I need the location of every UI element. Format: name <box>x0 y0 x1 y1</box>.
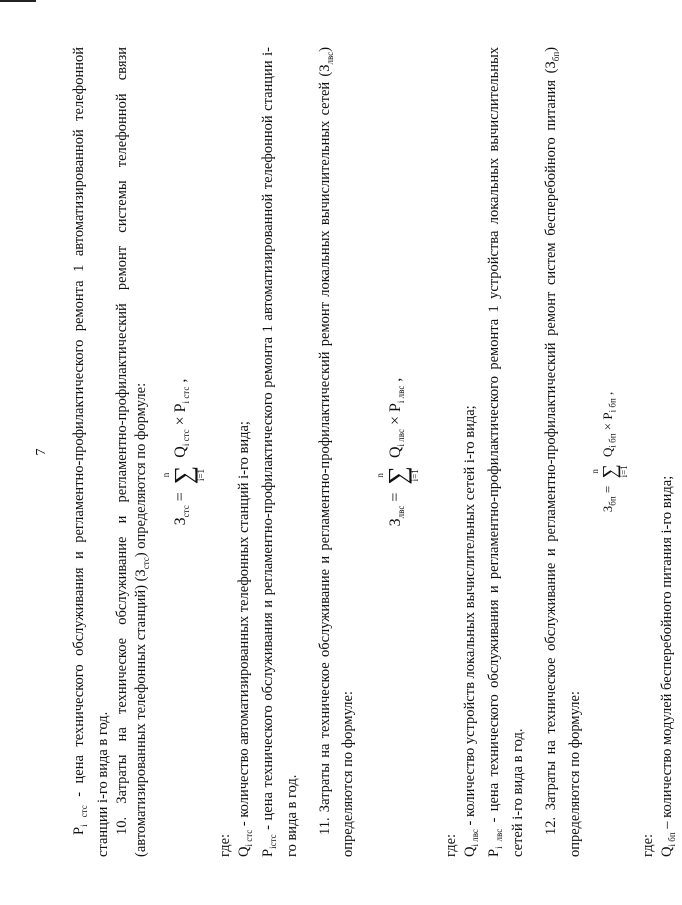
definition-p-lvs: $P_{i лвс}$ - цена технического обслуживания и регламентно-профилактического ремонта 1 устройства локальных вычислительных сетей i-го вида в год. <box>486 47 527 857</box>
formula-stc: $З_{стс}$ = n ∑ i=1 $Q_{i стс} \times P_{i стс}$ , <box>160 378 206 526</box>
paragraph-12: 12. Затраты на техническое обслуживание и регламентно-профилактический ремонт систем бесперебойного питания $(З_{бп})$ определяются по формуле: <box>543 47 584 857</box>
definition-q-bp: $Q_{i бп}$ – количество модулей бесперебойного питания i-го вида; <box>659 475 678 857</box>
sum-symbol: n ∑ i=1 <box>160 465 206 485</box>
where-label: где: <box>443 833 460 857</box>
paragraph-10: 10. Затраты на техническое обслуживание и регламентно-профилактический ремонт системы телефонной связи (автоматизированных телефонных станций) $(З_{стс})$ определяются по формуле: <box>113 47 151 857</box>
where-label: где: <box>640 833 657 857</box>
document-body <box>70 47 678 857</box>
document-page <box>20 2 678 902</box>
paragraph-price-ats: $P_{i стс}$ - цена технического обслуживания и регламентно-профилактического ремонта 1 автоматизированной телефонной станции i-го вида в год. <box>71 47 111 857</box>
definition-q-stc: $Q_{i стс}$ - количество автоматизированных телефонных станций i-го вида; <box>235 421 254 857</box>
definition-p-stc: $P_{iстс}$ - цена технического обслуживания и регламентно-профилактического ремонта 1 автоматизированной телефонной станции i-го вида в год. <box>259 47 300 857</box>
definition-q-lvs: $Q_{i лвс}$ - количество устройств локальных вычислительных сетей i-го вида; <box>462 405 481 857</box>
formula-bp: $З_{бп}$ = n ∑ i=1 $Q_{i бп} \times P_{i бп}$ , <box>590 391 630 513</box>
page-number: 7 <box>34 448 49 456</box>
where-label: где: <box>216 833 233 857</box>
sum-symbol: n ∑ i=1 <box>590 464 630 479</box>
formula-lvs: $З_{лвс}$ = n ∑ i=1 $Q_{i лвс} \times P_{i лвс}$ , <box>375 377 421 527</box>
paragraph-11: 11. Затраты на техническое обслуживание и регламентно-профилактический ремонт локальных вычислительных сетей $(З_{лвс})$ определяются по формуле: <box>316 47 357 857</box>
sum-symbol: n ∑ i=1 <box>375 466 421 485</box>
